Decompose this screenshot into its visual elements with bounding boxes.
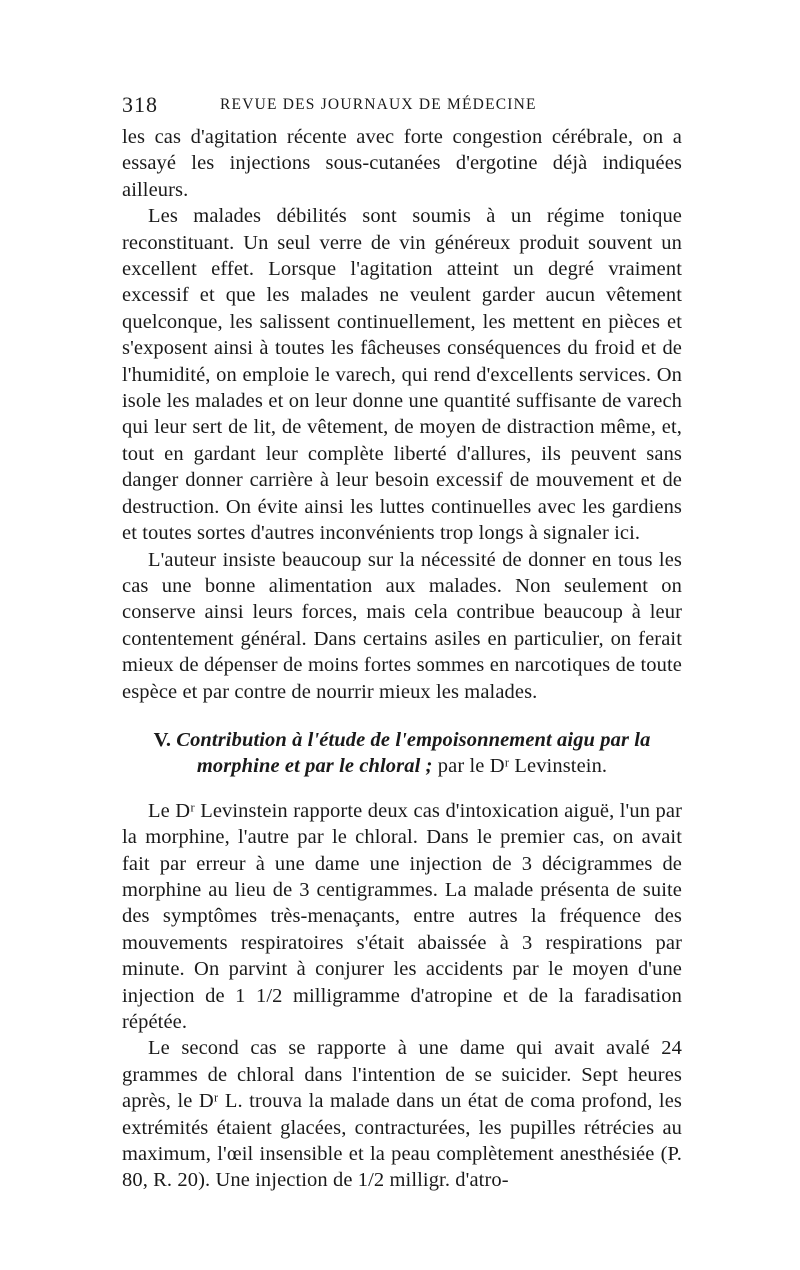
section-number: V. [153, 728, 172, 751]
paragraph-first-case: Le Dʳ Levinstein rapporte deux cas d'intoxication aiguë, l'un par la morphine, l'autre par le chloral. Dans le premier cas, on avait fait par erreur à une dame une injection de 3 décigrammes de morphine au lieu de 3 centigrammes. La malade présenta de suite des symptômes très-menaçants, entre autres la fréquence des mouvements respiratoires s'était abaissée à 3 respirations par minute. On parvint à conjurer les accidents par le moyen d'une injection de 1 1/2 milligramme d'atropine et de la faradisation répétée. [122, 799, 682, 1033]
paragraph-continuation: les cas d'agitation récente avec forte congestion cérébrale, on a essayé les injections sous-cutanées d'ergotine déjà indiquées ailleurs. [122, 126, 682, 201]
page-header [122, 92, 680, 122]
page-body [122, 124, 682, 1194]
paragraph-second-case: Le second cas se rapporte à une dame qui avait avalé 24 grammes de chloral dans l'intention de se suicider. Sept heures après, le Dʳ L. trouva la malade dans un état de coma profond, les extrémités étaient glacées, contracturées, les pupilles rétrécies au maximum, l'œil insensible et la peau complètement anesthésiée (P. 80, R. 20). Une injection de 1/2 milligr. d'atro- [122, 1037, 682, 1192]
section-title: Contribution à l'étude de l'empoisonnement aigu par la morphine et par le chloral ; [176, 728, 651, 778]
page-number: 318 [122, 92, 158, 117]
section-byline: par le Dʳ Levinstein. [437, 755, 608, 778]
paragraph-alimentation: L'auteur insiste beaucoup sur la nécessité de donner en tous les cas une bonne alimentation aux malades. Non seulement on conserve ainsi leurs forces, mais cela contribue beaucoup à leur contentement général. Dans certains asiles en particulier, on ferait mieux de dépenser de moins fortes sommes en narcotiques de toute espèce et par contre de nourrir mieux les malades. [122, 548, 682, 703]
running-head: REVUE DES JOURNAUX DE MÉDECINE [220, 96, 537, 113]
section-heading [122, 727, 682, 780]
paragraph-varech: Les malades débilités sont soumis à un régime tonique reconstituant. Un seul verre de vin généreux produit souvent un excellent effet. Lorsque l'agitation atteint un degré vraiment excessif et que les malades ne veulent garder aucun vêtement quelconque, les salissent continuellement, les mettent en pièces et s'exposent ainsi à toutes les fâcheuses conséquences du froid et de l'humidité, on emploie le varech, qui rend d'excellents services. On isole les malades et on leur donne une quantité suffisante de varech qui leur sert de lit, de vêtement, de moyen de distraction même, et, tout en gardant leur complète liberté d'allures, ils peuvent sans danger donner carrière à leur besoin excessif de mouvement et de destruction. On évite ainsi les luttes continuelles avec les gardiens et toutes sortes d'autres inconvénients trop longs à signaler ici. [122, 205, 682, 545]
